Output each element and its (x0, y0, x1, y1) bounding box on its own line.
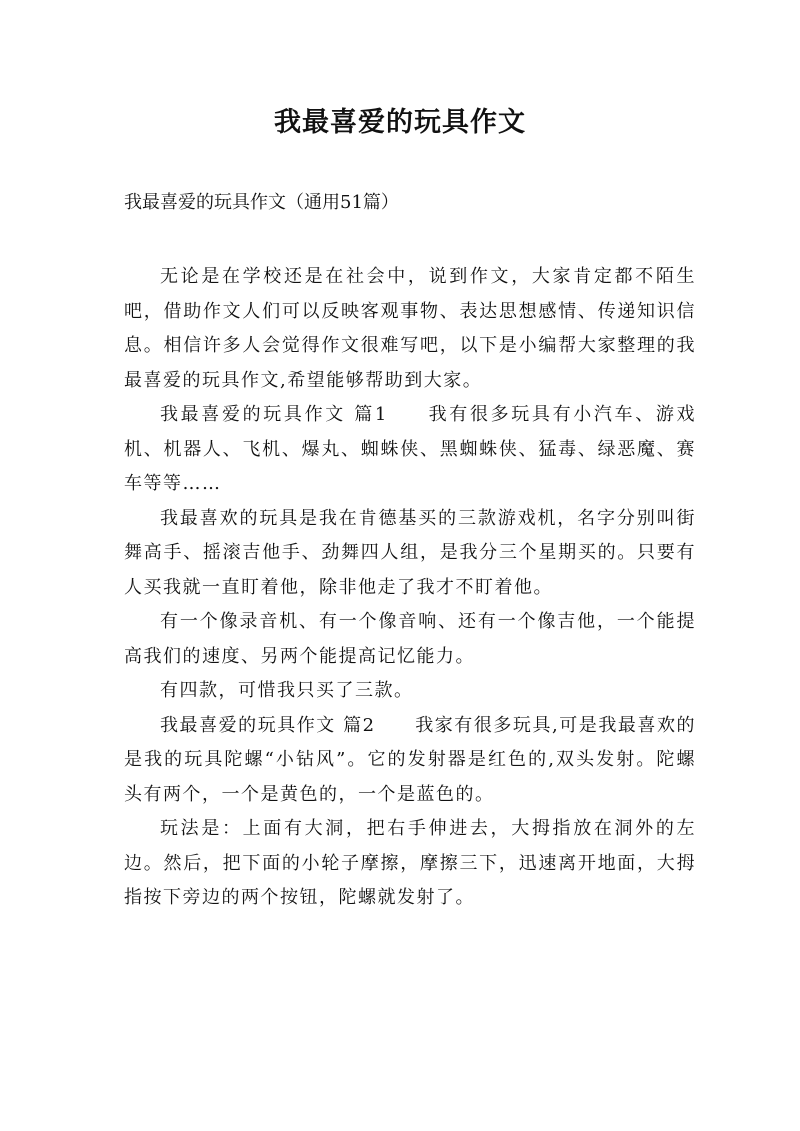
paragraph-text: 我最喜欢的玩具是我在肯德基买的三款游戏机，名字分别叫街舞高手、摇滚吉他手、劲舞四人组，是我分三个星期买的。只要有人买我就一直盯着他，除非他走了我才不盯着他。 (124, 507, 696, 598)
section-heading-1: 我最喜爱的玩具作文 篇1 (160, 404, 388, 425)
paragraph (124, 502, 696, 606)
paragraph (124, 674, 696, 709)
paragraph-text: 有四款，可惜我只买了三款。 (160, 680, 414, 701)
paragraph-text: 我有很多玩具有小汽车、游戏机、机器人、飞机、爆丸、蜘蛛侠、黑蜘蛛侠、猛毒、绿恶魔、赛车等等…… (124, 404, 696, 494)
paragraph (124, 812, 696, 916)
paragraph-text: 玩法是：上面有大洞，把右手伸进去，大拇指放在洞外的左边。然后，把下面的小轮子摩擦，摩擦三下，迅速离开地面，大拇指按下旁边的两个按钮，陀螺就发射了。 (124, 818, 696, 908)
paragraph-text: 有一个像录音机、有一个像音响、还有一个像吉他，一个能提高我们的速度、另两个能提高记忆能力。 (124, 611, 696, 667)
document-subtitle: 我最喜爱的玩具作文（通用51篇） (124, 192, 399, 213)
document-body (124, 260, 696, 916)
section-heading-2: 我最喜爱的玩具作文 篇2 (160, 714, 376, 736)
paragraph-text: 无论是在学校还是在社会中，说到作文，大家肯定都不陌生吧，借助作文人们可以反映客观事物、表达思想感情、传递知识信息。相信许多人会觉得作文很难写吧，以下是小编帮大家整理的我最喜爱的玩具作文,希望能够帮助到大家。 (124, 266, 696, 391)
paragraph-intro (124, 260, 696, 398)
page-title: 我最喜爱的玩具作文 (274, 107, 526, 138)
paragraph (124, 605, 696, 674)
paragraph-section-1 (124, 398, 696, 502)
paragraph-section-2 (124, 709, 696, 813)
paragraph-text: 我家有很多玩具,可是我最喜欢的是我的玩具陀螺“小钻风”。它的发射器是红色的,双头发射。陀螺头有两个，一个是黄色的，一个是蓝色的。 (124, 714, 696, 805)
